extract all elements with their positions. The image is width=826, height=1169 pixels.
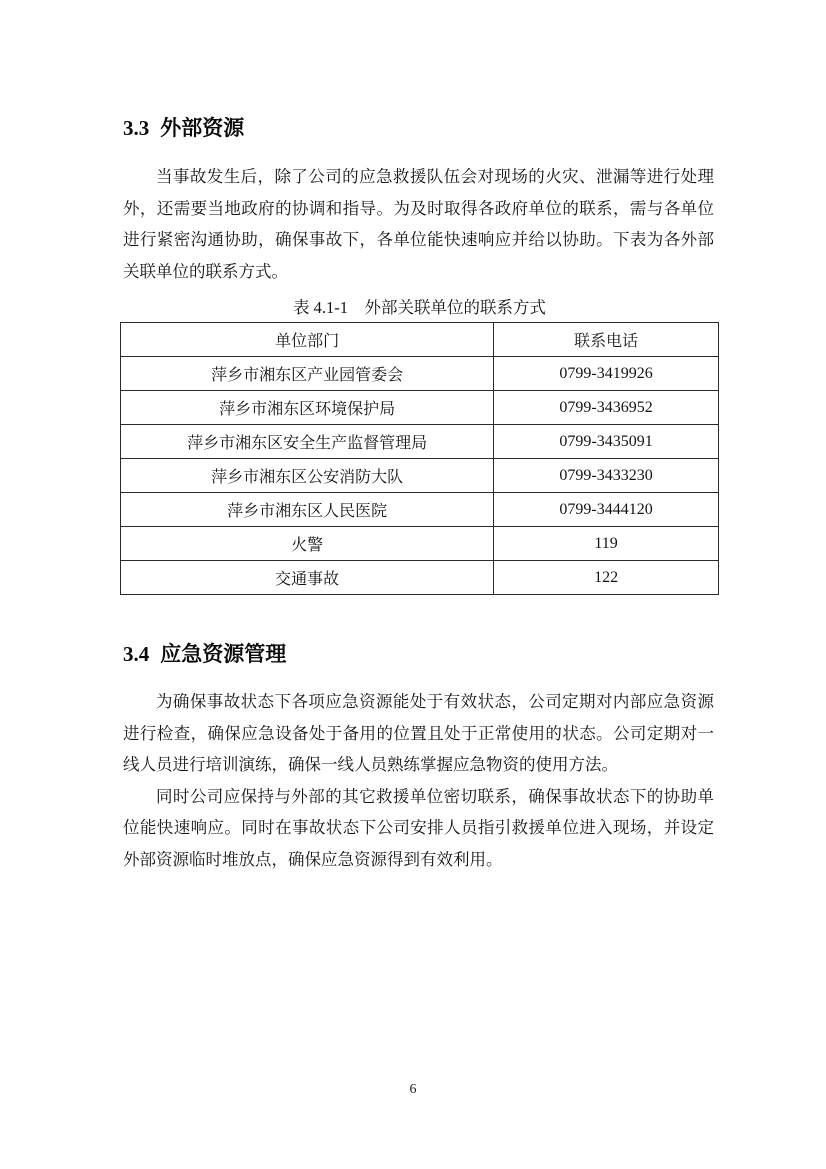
phone-number-cell: 0799-3444120	[494, 493, 719, 527]
unit-column-header: 单位部门	[121, 323, 494, 357]
phone-column-header: 联系电话	[494, 323, 719, 357]
paragraph: 为确保事故状态下各项应急资源能处于有效状态，公司定期对内部应急资源进行检查，确保应急设备处于备用的位置且处于正常使用的状态。公司定期对一线人员进行培训演练，确保一线人员熟练掌握应急物资的使用方法。	[123, 692, 714, 774]
paragraph: 同时公司应保持与外部的其它救援单位密切联系，确保事故状态下的协助单位能快速响应。同时在事故状态下公司安排人员指引救援单位进入现场，并设定外部资源临时堆放点，确保应急资源得到有效利用。	[123, 786, 714, 869]
section-title: 外部资源	[160, 116, 245, 140]
table-row	[121, 561, 719, 595]
unit-name-cell: 火警	[121, 527, 494, 561]
table-row	[121, 459, 719, 493]
page-number: 6	[409, 1082, 417, 1097]
section-number: 3.3	[123, 116, 150, 140]
phone-number-cell: 0799-3435091	[494, 425, 719, 459]
section-title: 应急资源管理	[160, 642, 287, 666]
section-heading-3-4	[123, 638, 286, 668]
table-caption: 表 4.1-1 外部关联单位的联系方式	[293, 298, 546, 317]
paragraph: 当事故发生后，除了公司的应急救援队伍会对现场的火灾、泄漏等进行处理外，还需要当地政府的协调和指导。为及时取得各政府单位的联系，需与各单位进行紧密沟通协助，确保事故下，各单位能快速响应并给以协助。下表为各外部关联单位的联系方式。	[123, 167, 714, 281]
phone-number-cell: 0799-3433230	[494, 459, 719, 493]
unit-name-cell: 萍乡市湘东区人民医院	[121, 493, 494, 527]
section-number: 3.4	[123, 642, 150, 666]
table-row	[121, 527, 719, 561]
table-header-row	[121, 323, 719, 357]
unit-name-cell: 萍乡市湘东区安全生产监督管理局	[121, 425, 494, 459]
unit-name-cell: 萍乡市湘东区公安消防大队	[121, 459, 494, 493]
unit-name-cell: 萍乡市湘东区产业园管委会	[121, 357, 494, 391]
phone-number-cell: 0799-3436952	[494, 391, 719, 425]
section-3-3-body	[123, 161, 714, 287]
phone-number-cell: 122	[494, 561, 719, 595]
unit-name-cell: 萍乡市湘东区环境保护局	[121, 391, 494, 425]
external-contacts-table	[120, 322, 719, 595]
table-row	[121, 391, 719, 425]
table-row	[121, 493, 719, 527]
section-3-4-body	[123, 686, 714, 875]
table-row	[121, 357, 719, 391]
unit-name-cell: 交通事故	[121, 561, 494, 595]
phone-number-cell: 0799-3419926	[494, 357, 719, 391]
section-heading-3-3	[123, 112, 244, 142]
table-row	[121, 425, 719, 459]
phone-number-cell: 119	[494, 527, 719, 561]
